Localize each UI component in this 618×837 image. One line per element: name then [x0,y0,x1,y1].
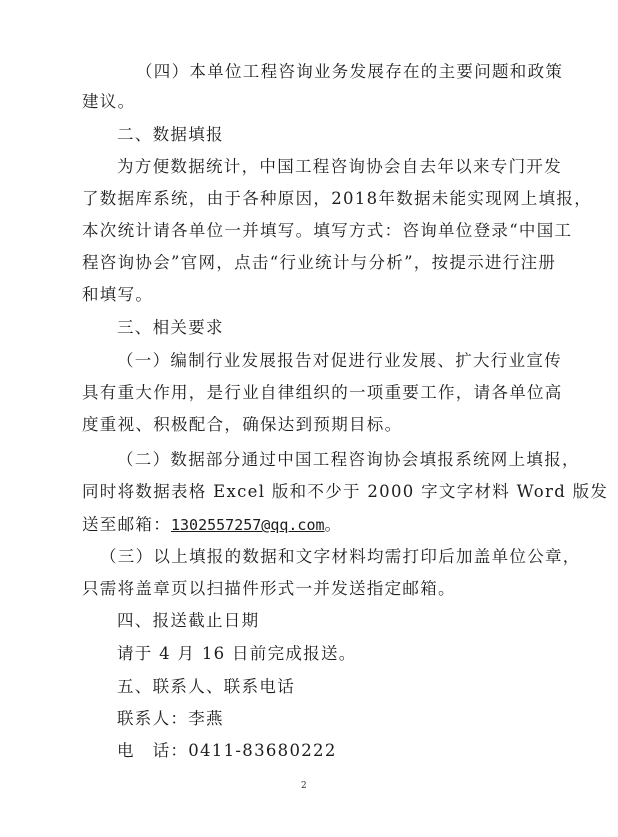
requirement-2-line-3 [82,514,342,536]
heading-deadline: 四、报送截止日期 [117,611,260,630]
heading-data-filing: 二、数据填报 [117,125,224,144]
section-4-line-2: 建议。 [82,92,136,111]
data-filing-line-2: 了数据库系统，由于各种原因，2018年数据未能实现网上填报， [82,189,592,208]
page-number: 2 [301,781,307,791]
requirement-2-line-1: （二）数据部分通过中国工程咨询协会填报系统网上填报， [117,450,580,469]
requirement-1-line-2: 具有重大作用，是行业自律组织的一项重要工作，请各单位高 [82,383,563,402]
email-prefix: 送至邮箱： [82,515,171,534]
data-filing-line-1: 为方便数据统计，中国工程咨询协会自去年以来专门开发 [117,157,562,176]
data-filing-line-3: 本次统计请各单位一并填写。填写方式：咨询单位登录“中国工 [82,221,573,240]
data-filing-line-5: 和填写。 [82,285,154,304]
contact-phone: 电 话：0411-83680222 [117,741,337,760]
requirement-3-line-2: 只需将盖章页以扫描件形式一并发送指定邮箱。 [82,579,456,598]
requirement-1-line-1: （一）编制行业发展报告对促进行业发展、扩大行业宣传 [117,351,562,370]
heading-requirements: 三、相关要求 [117,318,224,337]
email-suffix: 。 [324,515,343,534]
deadline-text: 请于 4 月 16 日前完成报送。 [117,644,357,663]
requirement-2-line-2: 同时将数据表格 Excel 版和不少于 2000 字文字材料 Word 版发 [82,482,609,501]
contact-person: 联系人：李燕 [117,709,224,728]
requirement-1-line-3: 度重视、积极配合，确保达到预期目标。 [82,415,403,434]
section-4-line-1: （四）本单位工程咨询业务发展存在的主要问题和政策 [136,62,564,81]
email-link[interactable]: 1302557257@qq.com [171,516,325,534]
data-filing-line-4: 程咨询协会”官网，点击“行业统计与分析”，按提示进行注册 [82,253,557,272]
requirement-3-line-1: （三）以上填报的数据和文字材料均需打印后加盖单位公章， [100,547,581,566]
heading-contact: 五、联系人、联系电话 [117,677,295,696]
